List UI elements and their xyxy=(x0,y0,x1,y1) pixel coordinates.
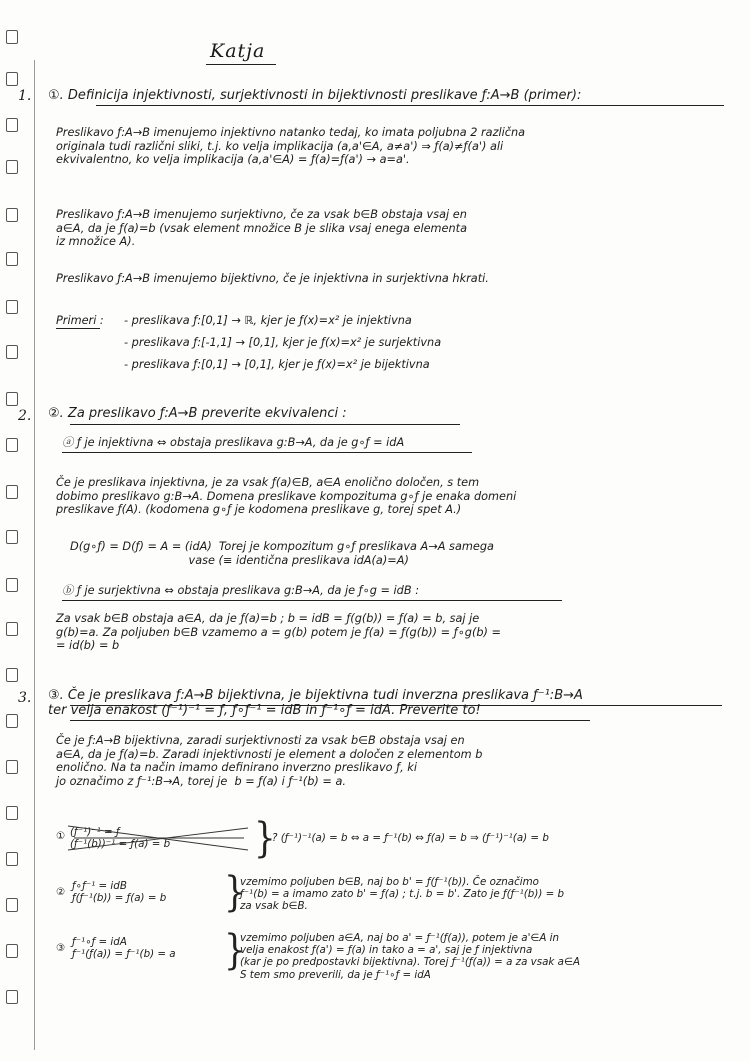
proof-marker: ③ xyxy=(56,942,66,954)
definition-injective: Preslikavo ƒ:A→B imenujemo injektivno natanko tedaj, ko imata poljubna 2 različna originala tudi različni sliki, t.j. ko velja implikacija (a,a'∈A, a≠a') ⇒ ƒ(a)≠ƒ(a') ali ekvivalentno, ko velja implikacija (a,a'∈A) = ƒ(a)=ƒ(a') → a=a'. xyxy=(56,126,526,167)
section-heading: ②. Za preslikavo ƒ:A→B preverite ekvivalenci : xyxy=(48,406,347,421)
binder-hole xyxy=(6,345,18,359)
section-number: 3. xyxy=(18,690,32,706)
page-title: Katja xyxy=(210,40,266,62)
binder-hole xyxy=(6,668,18,682)
binder-hole xyxy=(6,578,18,592)
proof-a-text: Če je preslikava injektivna, je za vsak ƒ(a)∈B, a∈A enolično določen, s tem dobimo preslikavo g:B→A. Domena preslikave kompozituma g∘ƒ je enaka domeni preslikave ƒ(A). (kodomena g∘ƒ je kodomena preslikave g, torej spet A.) xyxy=(56,476,517,517)
binder-hole xyxy=(6,990,18,1004)
definition-surjective: Preslikavo ƒ:A→B imenujemo surjektivno, če za vsak b∈B obstaja vsaj en a∈A, da je ƒ(a)=b (vsak element množice B je slika vsaj enega elementa iz množice A). xyxy=(56,208,468,249)
example-surjective: - preslikava ƒ:[-1,1] → [0,1], kjer je ƒ(x)=x² je surjektivna xyxy=(124,336,442,349)
claim-b: ⓑ ƒ je surjektivna ⇔ obstaja preslikava g:B→A, da je ƒ∘g = idB : xyxy=(62,584,420,597)
example-bijective: - preslikava ƒ:[0,1] → [0,1], kjer je ƒ(x)=x² je bijektivna xyxy=(124,358,430,371)
binder-hole xyxy=(6,485,18,499)
binder-hole xyxy=(6,622,18,636)
proof-a-formula: D(g∘ƒ) = D(ƒ) = A = (idA) Torej je kompozitum g∘ƒ preslikava A→A samega vase (≡ identična preslikava idA(a)=A) xyxy=(70,540,494,567)
title-underline xyxy=(206,64,276,65)
claim-underline xyxy=(62,600,562,601)
binder-hole xyxy=(6,392,18,406)
proof-right: vzemimo poljuben b∈B, naj bo b' = ƒ(ƒ⁻¹(b)). Če označimo ƒ⁻¹(b) = a imamo zato b' = ƒ(a) ; t.j. b = b'. Zato je ƒ(ƒ⁻¹(b)) = b za vsak b∈B. xyxy=(240,876,565,913)
inverse-construction-text: Če je ƒ:A→B bijektivna, zaradi surjektivnosti za vsak b∈B obstaja vsaj en a∈A, da je ƒ(a)=b. Zaradi injektivnosti je element a določen z elementom b enolično. Na ta način imamo definirano inverzno preslikavo ƒ, ki jo označimo z ƒ⁻¹:B→A, torej je b = ƒ(a) i ƒ⁻¹(b) = a. xyxy=(56,734,483,788)
binder-hole xyxy=(6,300,18,314)
section-heading: ①. Definicija injektivnosti, surjektivnosti in bijektivnosti preslikave ƒ:A→B (primer): xyxy=(48,88,582,103)
curly-brace: } xyxy=(254,815,276,863)
proof-left: ƒ⁻¹∘ƒ = idA ƒ⁻¹(ƒ(a)) = ƒ⁻¹(b) = a xyxy=(72,936,176,961)
crossed-out-scribble xyxy=(64,822,254,856)
curly-brace: } xyxy=(224,927,246,975)
binder-hole xyxy=(6,760,18,774)
proof-left: ƒ∘ƒ⁻¹ = idB ƒ(ƒ⁻¹(b)) = ƒ(a) = b xyxy=(72,880,167,905)
proof-marker: ① xyxy=(56,830,66,842)
binder-hole xyxy=(6,530,18,544)
heading-underline xyxy=(70,720,590,721)
binder-hole xyxy=(6,714,18,728)
binder-hole xyxy=(6,944,18,958)
binder-margin xyxy=(0,0,40,1061)
examples-underline xyxy=(56,328,100,329)
binder-hole xyxy=(6,208,18,222)
binder-hole xyxy=(6,806,18,820)
proof-b-text: Za vsak b∈B obstaja a∈A, da je ƒ(a)=b ; b = idB = ƒ(g(b)) = ƒ(a) = b, saj je g(b)=a. Za poljuben b∈B vzamemo a = g(b) potem je ƒ(a) = ƒ(g(b)) = ƒ∘g(b) = = id(b) = b xyxy=(56,612,501,653)
binder-hole xyxy=(6,160,18,174)
binder-hole xyxy=(6,118,18,132)
definition-bijective: Preslikavo ƒ:A→B imenujemo bijektivno, če je injektivna in surjektivna hkrati. xyxy=(56,272,489,285)
binder-spine xyxy=(34,60,35,1050)
claim-underline xyxy=(62,452,472,453)
example-injective: - preslikava ƒ:[0,1] → ℝ, kjer je ƒ(x)=x² je injektivna xyxy=(124,314,412,327)
claim-a: ⓐ ƒ je injektivna ⇔ obstaja preslikava g:B→A, da je g∘ƒ = idA xyxy=(62,436,405,449)
heading-underline xyxy=(70,424,460,425)
binder-hole xyxy=(6,852,18,866)
binder-hole xyxy=(6,72,18,86)
proof-marker: ② xyxy=(56,886,66,898)
binder-hole xyxy=(6,30,18,44)
binder-hole xyxy=(6,898,18,912)
proof-right: vzemimo poljuben a∈A, naj bo a' = ƒ⁻¹(ƒ(a)), potem je a'∈A in velja enakost ƒ(a') = ƒ(a) in tako a = a', saj je ƒ injektivna (kar je po predpostavki bijektivna). Torej ƒ⁻¹(ƒ(a)) = a za vsak a∈A S tem smo preverili, da je ƒ⁻¹∘ƒ = idA xyxy=(240,932,580,981)
heading-underline xyxy=(96,105,724,106)
binder-hole xyxy=(6,438,18,452)
section-number: 2. xyxy=(18,408,32,424)
examples-label: Primeri : xyxy=(56,314,104,327)
heading-underline xyxy=(70,705,722,706)
binder-hole xyxy=(6,252,18,266)
proof-right: ? (ƒ⁻¹)⁻¹(a) = b ⇔ a = ƒ⁻¹(b) ⇔ ƒ(a) = b ⇒ (ƒ⁻¹)⁻¹(a) = b xyxy=(272,832,549,844)
curly-brace: } xyxy=(224,869,246,917)
proof-left: (ƒ⁻¹)⁻¹ = ƒ (ƒ⁻¹(b))⁻¹ = ƒ(a) = b xyxy=(70,826,171,851)
section-number: 1. xyxy=(18,88,32,104)
section-heading: ③. Če je preslikava ƒ:A→B bijektivna, je bijektivna tudi inverzna preslikava ƒ⁻¹:B→A ter velja enakost (ƒ⁻¹)⁻¹ = ƒ, ƒ∘ƒ⁻¹ = idB in ƒ⁻¹∘ƒ = idA. Preverite to! xyxy=(48,688,583,718)
